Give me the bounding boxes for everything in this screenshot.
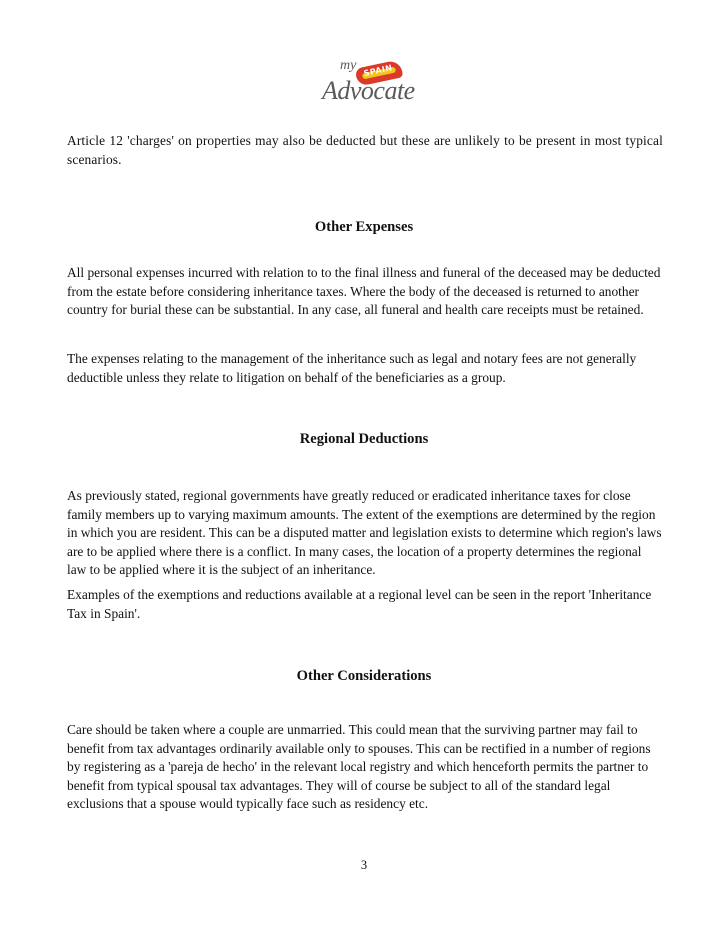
logo-advocate-text: Advocate — [322, 76, 415, 105]
paragraph-regional-governments: As previously stated, regional governments have greatly reduced or eradicated inheritance taxes for close family members up to varying maximum amounts. The extent of the exemptions are determined by the region in which you are resident. This can be a disputed matter and legislation exists to determine which region's laws are to be applied where there is a conflict. In many cases, the location of a property determines the regional law to be applied where it is the subject of an inheritance. — [67, 488, 662, 578]
logo-flag-text: SPAIN — [362, 63, 394, 79]
heading-other-expenses: Other Expenses — [314, 219, 414, 235]
paragraph-article-12: Article 12 'charges' on properties may also be deducted but these are unlikely to be present in most typical scenarios. — [67, 133, 663, 167]
paragraph-personal-expenses: All personal expenses incurred with relation to to the final illness and funeral of the deceased may be deducted from the estate before considering inheritance taxes. Where the body of the deceased is returned to another country for burial these can be substantial. In any case, all funeral and health care receipts must be retained. — [67, 265, 661, 318]
paragraph-unmarried-couples: Care should be taken where a couple are unmarried. This could mean that the surviving partner may fail to benefit from tax advantages ordinarily available only to spouses. This can be rectified in a number of regions by registering as a 'pareja de hecho' in the relevant local registry and which henceforth permits the partner to benefit from typical spousal tax advantages. They will of course be subject to all of the standard legal exclusions that a spouse would typically face such as residency etc. — [67, 722, 651, 812]
page-number: 3 — [360, 858, 368, 872]
my-spain-advocate-logo — [318, 56, 415, 110]
logo-my-text: my — [340, 58, 357, 73]
paragraph-management-expenses: The expenses relating to the management of the inheritance such as legal and notary fees are not generally deductible unless they relate to litigation on behalf of the beneficiaries as a group. — [67, 351, 637, 385]
paragraph-exemption-examples: Examples of the exemptions and reductions available at a regional level can be seen in the report 'Inheritance Tax in Spain'. — [67, 587, 652, 621]
heading-regional-deductions: Regional Deductions — [299, 431, 429, 447]
heading-other-considerations: Other Considerations — [296, 668, 432, 684]
